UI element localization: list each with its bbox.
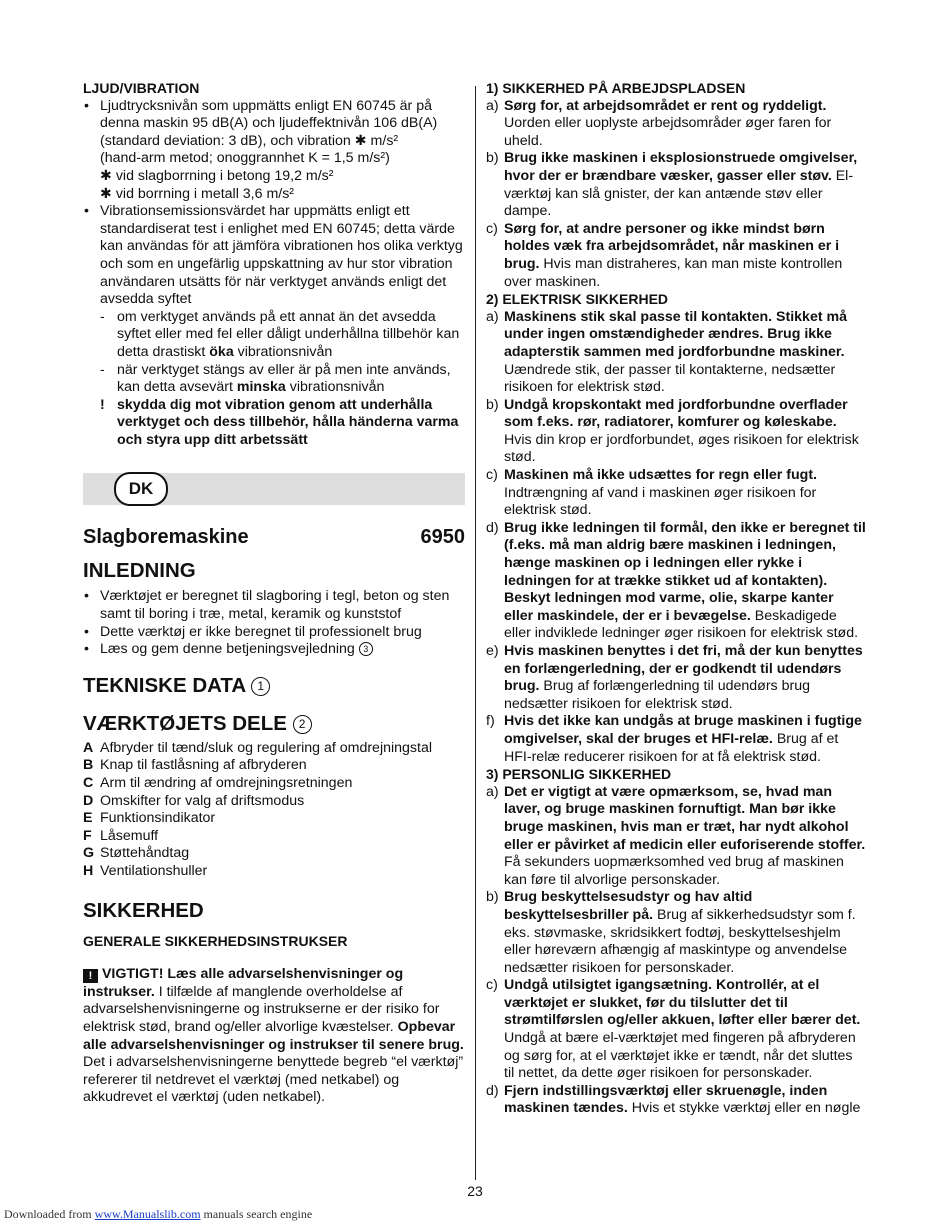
list-item: • Vibrationsemissionsvärdet har uppmätts enligt ett standardiserat test i enlighet med EN 60745; detta värde kan användas för att jämföra vibrationen hos olika verktyg och som en ungefärlig uppskattning av hur stor vibration användaren utsätts för när verktyget används enligt det avsedda syftet bbox=[83, 203, 465, 309]
list-item: B Knap til fastlåsning af afbryderen bbox=[83, 757, 307, 774]
list-item: H Ventilationshuller bbox=[83, 863, 208, 879]
safety-subheading: GENERALE SIKKERHEDSINSTRUKSER bbox=[83, 932, 348, 949]
electrical-list bbox=[486, 309, 866, 766]
parts-list bbox=[83, 740, 465, 881]
list-item: • Dette værktøj er ikke beregnet til professionelt brug bbox=[83, 624, 465, 642]
section-heading-ljud: LJUD/VIBRATION bbox=[83, 80, 200, 96]
intro-list bbox=[83, 588, 465, 658]
vibration-sublist bbox=[83, 309, 465, 450]
safety-heading: SIKKERHED bbox=[83, 898, 204, 922]
list-item: C Arm til ændring af omdrejningsretningen bbox=[83, 775, 353, 792]
parts-heading: VÆRKTØJETS DELE 2 bbox=[83, 712, 465, 736]
language-badge: DK bbox=[114, 472, 168, 506]
product-title-row bbox=[83, 525, 465, 549]
list-item: - om verktyget används på ett annat än det avsedda syftet eller med fel eller dåligt underhållna tillbehör kan detta drastiskt öka vibrationsnivån bbox=[100, 308, 460, 360]
product-title: Slagboremaskine bbox=[83, 526, 249, 549]
manualslib-link[interactable]: www.Manualslib.com bbox=[94, 1207, 201, 1221]
list-item: e) Hvis maskinen benyttes i det fri, må der kun benyttes en forlængerledning, der er godkendt til udendørs brug. Brug af forlængerledning til udendørs brug nedsætter risikoen for elektrisk stød. bbox=[486, 643, 863, 712]
section-heading-electrical: 2) ELEKTRISK SIKKERHED bbox=[486, 291, 669, 308]
list-item: a) Det er vigtigt at være opmærksom, se, hvad man laver, og bruge maskinen fornuftigt. Man bør ikke bruge maskinen, hvis man er træt, har nydt alkohol eller er påvirket af medicin eller euforiserende stoffer. Få sekunders uopmærksomhed ved brug af maskinen kan føre til alvorlige personskader. bbox=[486, 783, 866, 888]
section-heading-personal: 3) PERSONLIG SIKKERHED bbox=[486, 766, 672, 783]
intro-heading: INLEDNING bbox=[83, 559, 196, 583]
column-divider bbox=[475, 86, 476, 1180]
left-column bbox=[83, 80, 465, 1107]
list-item: F Låsemuff bbox=[83, 827, 159, 844]
list-item: d) Brug ikke ledningen til formål, den ikke er beregnet til (f.eks. må man aldrig bære maskinen i ledningen, hænge maskinen op i ledningen eller rykke i ledningen for at trække stikket ud af kontakten). Beskyt ledningen mod varme, olie, skarpe kanter eller maskindele, der er i bevægelse. Beskadigede eller indviklede ledninger øger risikoen for elektrisk stød. bbox=[486, 519, 866, 642]
language-banner bbox=[83, 473, 465, 505]
list-item: • Værktøjet er beregnet til slagboring i tegl, beton og sten samt til boring i træ, metal, keramik og kunststof bbox=[83, 588, 465, 623]
list-item: c) Undgå utilsigtet igangsætning. Kontrollér, at el værktøjet er slukket, før du tilslutter det til strømtilførslen og/eller akkuen, løfter eller bærer det. Undgå at bære el-værktøjet med fingeren på afbryderen og sørg for, at el værktøjet ikke er tændt, når det sluttes til nettet, da dette øger risikoen for personskader. bbox=[486, 977, 861, 1082]
download-footer: Downloaded from www.Manualslib.com manuals search engine bbox=[4, 1207, 313, 1221]
list-item: A Afbryder til tænd/sluk og regulering af omdrejningstal bbox=[83, 739, 432, 756]
right-column bbox=[486, 80, 866, 1118]
model-number: 6950 bbox=[420, 526, 465, 549]
tech-data-heading: TEKNISKE DATA 1 bbox=[83, 674, 465, 698]
list-item: E Funktionsindikator bbox=[83, 810, 216, 827]
list-item: b) Brug ikke maskinen i eksplosionstruede omgivelser, hvor der er brændbare væsker, gasser eller støv. El-værktøj kan slå gnister, der kan antænde støv eller dampe. bbox=[486, 150, 858, 220]
vibration-list bbox=[83, 98, 465, 309]
personal-list bbox=[486, 784, 866, 1118]
list-item: c) Sørg for, at andre personer og ikke mindst børn holdes væk fra arbejdsområdet, når maskinen er i brug. Hvis man distraheres, kan man miste kontrollen over maskinen. bbox=[486, 220, 843, 290]
list-item: G Støttehåndtag bbox=[83, 845, 190, 862]
list-item: f) Hvis det ikke kan undgås at bruge maskinen i fugtige omgivelser, skal der bruges et HFI-relæ. Brug af et HFI-relæ reducerer risikoen for at få elektrisk stød. bbox=[486, 713, 862, 765]
list-item: ! skydda dig mot vibration genom att underhålla verktyget och dess tillbehör, hålla händerna varma och styra upp ditt arbetssätt bbox=[100, 396, 459, 448]
list-item: a) Sørg for, at arbejdsområdet er rent og ryddeligt. Uorden eller uoplyste arbejdsområder øger faren for uheld. bbox=[486, 97, 832, 149]
workplace-list bbox=[486, 98, 866, 292]
list-item: b) Brug beskyttelsesudstyr og hav altid beskyttelsesbriller på. Brug af sikkerhedsudstyr som f. eks. støvmaske, skridsikkert fodtøj, beskyttelseshjelm eller høreværn afhængig af maskintype og anvendelse nedsætter risikoen for personskader. bbox=[486, 889, 856, 976]
list-item: d) Fjern indstillingsværktøj eller skruenøgle, inden maskinen tændes. Hvis et stykke værktøj eller en nøgle bbox=[486, 1082, 861, 1117]
page-number: 23 bbox=[467, 1183, 483, 1199]
list-item: D Omskifter for valg af driftsmodus bbox=[83, 792, 305, 809]
warning-paragraph: ! VIGTIGT! Læs alle advarselshenvisninger og instrukser. I tilfælde af manglende overholdelse af advarselshenvisningerne og instrukserne er der risiko for elektrisk stød, brand og/eller alvorlige kvæstelser. Opbevar alle advarselshenvisninger og instrukser til senere brug. Det i advarselshenvisningerne benyttede begreb “el værktøj” refererer til netdrevet el værktøj (med netkabel) og akkudrevet el værktøj (uden netkabel). bbox=[83, 966, 464, 1106]
figure-ref: 3 bbox=[359, 642, 373, 656]
section-heading-workplace: 1) SIKKERHED PÅ ARBEJDSPLADSEN bbox=[486, 80, 746, 96]
warning-icon: ! bbox=[83, 969, 98, 983]
list-item: • Læs og gem denne betjeningsvejledning 3 bbox=[83, 641, 465, 659]
list-item: • Ljudtrycksnivån som uppmätts enligt EN 60745 är på denna maskin 95 dB(A) och ljudeffektnivån 106 dB(A) (standard deviation: 3 dB), och vibration ✱ m/s² (hand-arm metod; onoggrannhet K = 1,5 m/s²) ✱ vid slagborrning i betong 19,2 m/s² ✱ vid borrning i metall 3,6 m/s² bbox=[83, 98, 465, 204]
list-item: c) Maskinen må ikke udsættes for regn eller fugt. Indtrængning af vand i maskinen øger risikoen for elektrisk stød. bbox=[486, 467, 817, 519]
list-item: a) Maskinens stik skal passe til kontakten. Stikket må under ingen omstændigheder ændres. Brug ikke adapterstik sammen med jordforbundne maskiner. Uændrede stik, der passer til kontakterne, nedsætter risikoen for elektrisk stød. bbox=[486, 308, 848, 396]
figure-ref: 2 bbox=[293, 715, 312, 734]
figure-ref: 1 bbox=[251, 677, 270, 696]
list-item: b) Undgå kropskontakt med jordforbundne overflader som f.eks. rør, radiatorer, komfurer og køleskabe. Hvis din krop er jordforbundet, øges risikoen for elektrisk stød. bbox=[486, 396, 859, 466]
list-item: - när verktyget stängs av eller är på men inte används, kan detta avsevärt minska vibrationsnivån bbox=[100, 361, 451, 396]
